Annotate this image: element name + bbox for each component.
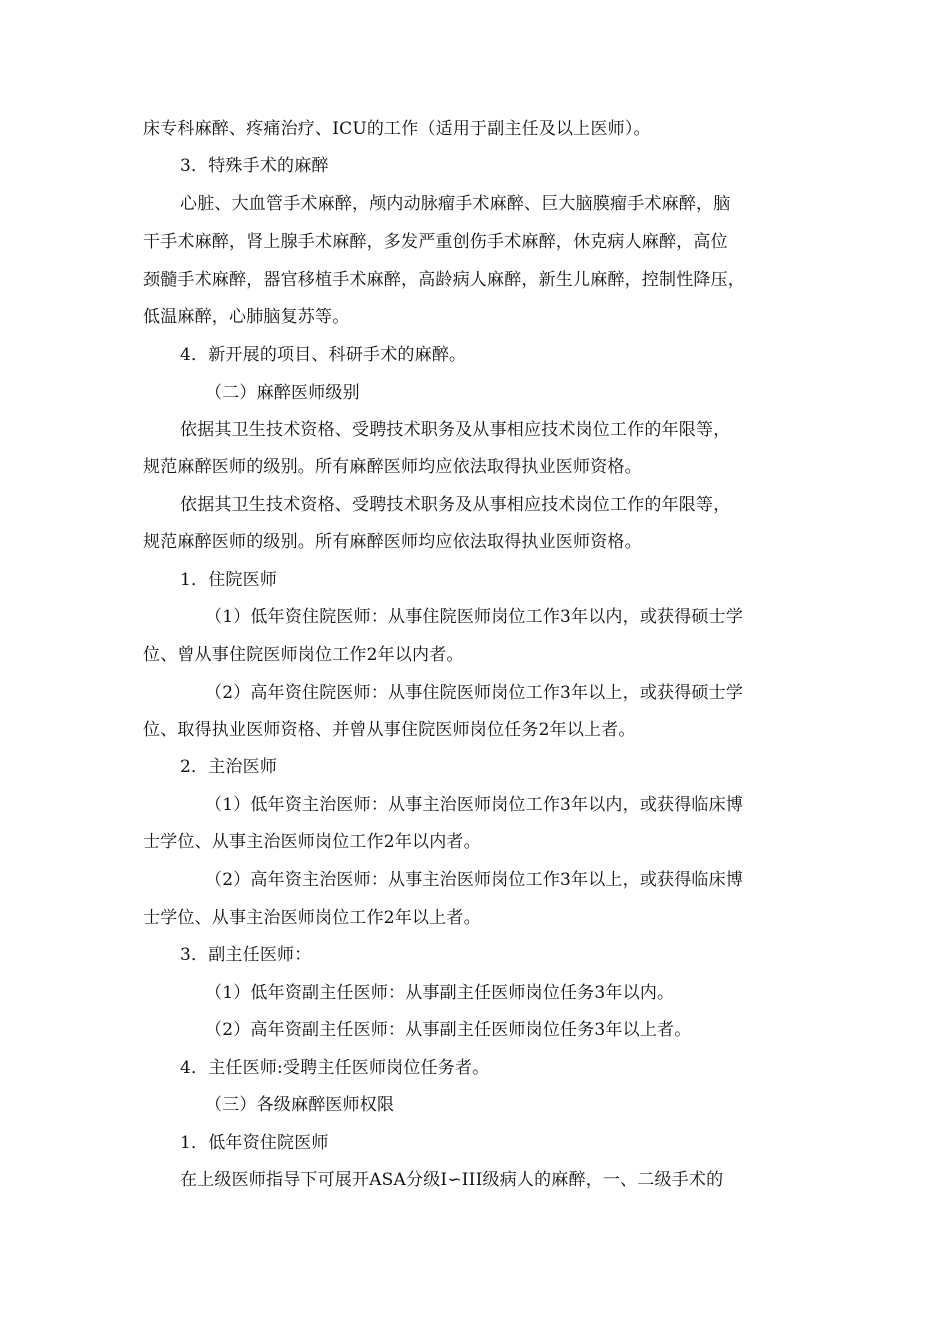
text-line: 在上级医师指导下可展开ASA分级Ⅰ∽III级病人的麻醉，一、二级手术的 <box>180 1170 724 1190</box>
text-line: 位、取得执业医师资格、并曾从事住院医师岗位任务2年以上者。 <box>143 720 636 740</box>
text-line: （2）高年资住院医师：从事住院医师岗位工作3年以上，或获得硕士学 <box>205 683 744 703</box>
section-heading: 3．副主任医师： <box>180 945 312 965</box>
section-heading: （二）麻醉医师级别 <box>205 383 360 403</box>
section-heading: 3．特殊手术的麻醉 <box>180 156 329 176</box>
section-heading: 2．主治医师 <box>180 757 278 777</box>
text-line: （1）低年资住院医师：从事住院医师岗位工作3年以内，或获得硕士学 <box>205 607 744 627</box>
text-line: 低温麻醉，心肺脑复苏等。 <box>143 307 350 327</box>
text-line: 心脏、大血管手术麻醉，颅内动脉瘤手术麻醉、巨大脑膜瘤手术麻醉，脑 <box>180 194 731 214</box>
section-heading: 1．住院医师 <box>180 570 278 590</box>
text-line: 依据其卫生技术资格、受聘技术职务及从事相应技术岗位工作的年限等， <box>180 495 731 515</box>
text-line: 规范麻醉医师的级别。所有麻醉医师均应依法取得执业医师资格。 <box>143 532 642 552</box>
section-heading: 4．新开展的项目、科研手术的麻醉。 <box>180 345 467 365</box>
text-line: （2）高年资副主任医师：从事副主任医师岗位任务3年以上者。 <box>205 1020 692 1040</box>
text-line: 位、曾从事住院医师岗位工作2年以内者。 <box>143 645 464 665</box>
section-heading: 4．主任医师:受聘主任医师岗位任务者。 <box>180 1058 490 1078</box>
text-line: 干手术麻醉，肾上腺手术麻醉，多发严重创伤手术麻醉，休克病人麻醉，高位 <box>143 232 728 252</box>
text-line: 颈髓手术麻醉，器官移植手术麻醉，高龄病人麻醉，新生儿麻醉，控制性降压， <box>143 270 745 290</box>
section-heading: （三）各级麻醉医师权限 <box>205 1095 395 1115</box>
text-line: （1）低年资主治医师：从事主治医师岗位工作3年以内，或获得临床博 <box>205 795 744 815</box>
section-heading: 1．低年资住院医师 <box>180 1133 329 1153</box>
text-line: （2）高年资主治医师：从事主治医师岗位工作3年以上，或获得临床博 <box>205 870 744 890</box>
text-line: 士学位、从事主治医师岗位工作2年以上者。 <box>143 908 481 928</box>
text-line: 床专科麻醉、疼痛治疗、ICU的工作（适用于副主任及以上医师）。 <box>143 119 651 139</box>
text-line: 士学位、从事主治医师岗位工作2年以内者。 <box>143 832 481 852</box>
text-line: （1）低年资副主任医师：从事副主任医师岗位任务3年以内。 <box>205 983 675 1003</box>
text-line: 规范麻醉医师的级别。所有麻醉医师均应依法取得执业医师资格。 <box>143 457 642 477</box>
text-line: 依据其卫生技术资格、受聘技术职务及从事相应技术岗位工作的年限等， <box>180 420 731 440</box>
